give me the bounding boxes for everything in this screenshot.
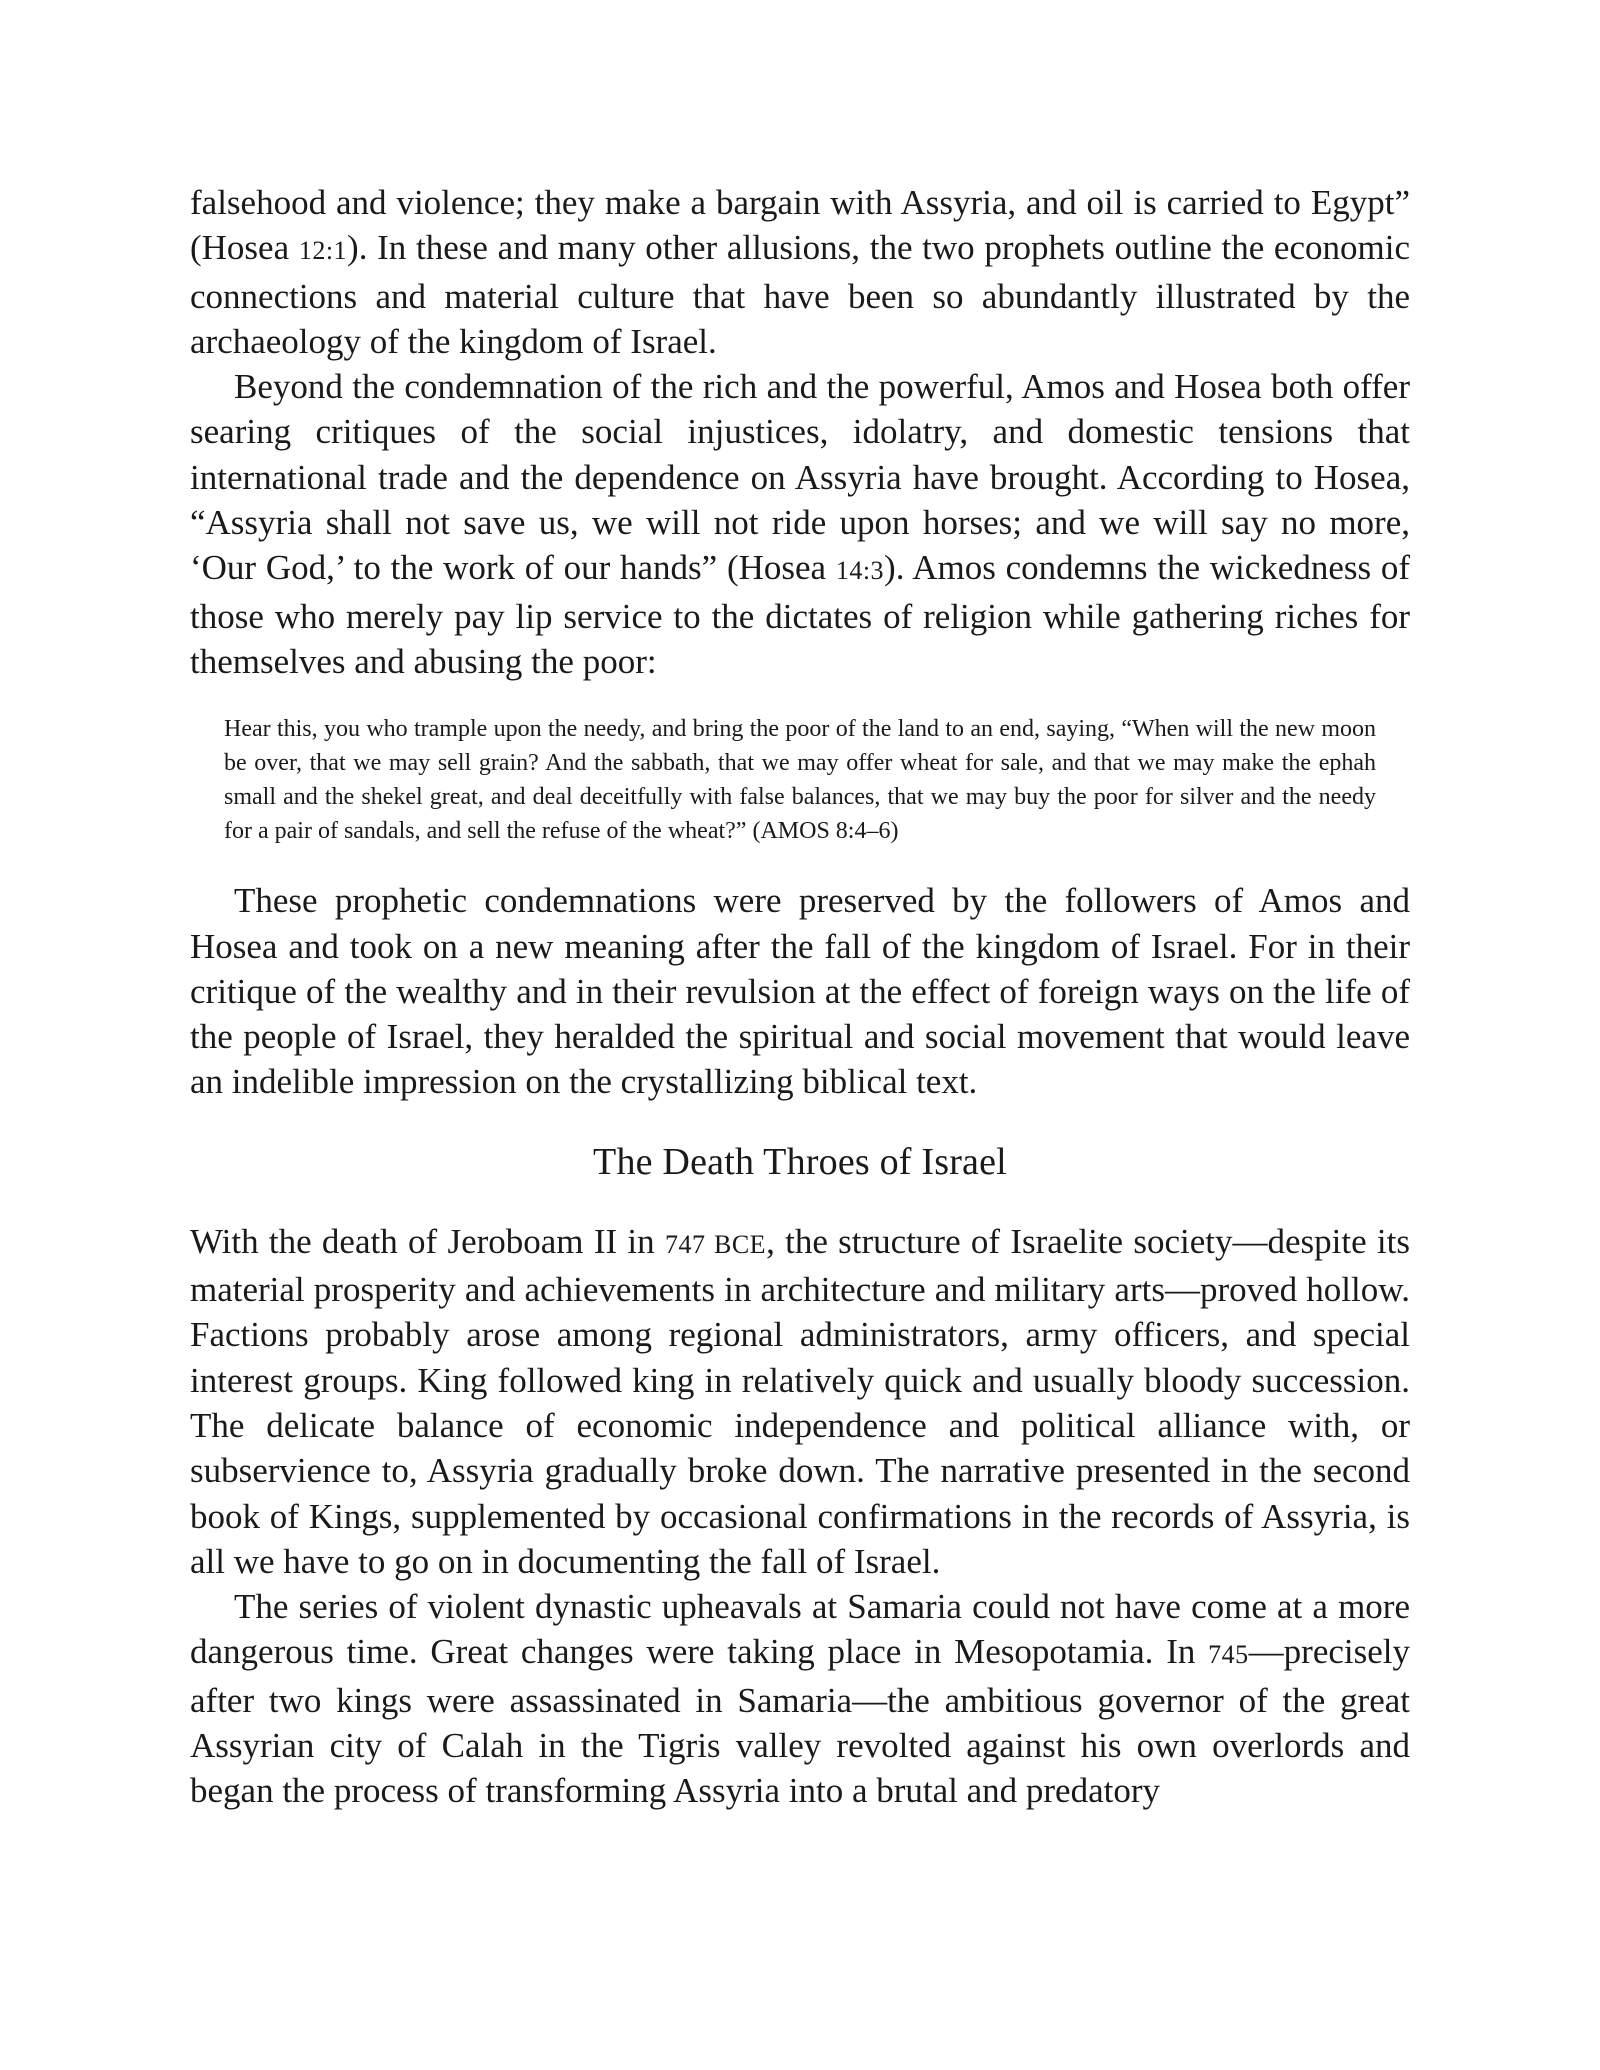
hosea-verse-ref-2: 14:3	[835, 556, 885, 586]
hosea-verse-ref: 12:1	[298, 236, 348, 266]
paragraph-2-text-1: Beyond the condemnation of the rich and the powerful, Amos and Hosea both offer searing critiques of the social injustices, idolatry, and domestic tensions that international trade and the dependence on Assyria have brought. According to Hosea, “Assyria shall not save us, we will not ride upon horses; and we will say no more, ‘Our God,’ to the work of our hands” (Hosea	[190, 367, 1410, 588]
paragraph-death-of-jeroboam	[190, 1219, 1410, 1584]
opening-paragraph-text-1: falsehood and violence; they make a bargain with Assyria, and oil is carried to Egypt” (Hosea	[190, 183, 1410, 268]
book-page	[190, 180, 1410, 1814]
date-747-bce: 747 BCE	[664, 1229, 767, 1259]
opening-paragraph-text-2: ). In these and many other allusions, the two prophets outline the economic connections and material culture that have been so abundantly illustrated by the archaeology of the kingdom of Israel.	[190, 228, 1410, 361]
paragraph-5-text-2: —precisely after two kings were assassinated in Samaria—the ambitious governor of the great Assyrian city of Calah in the Tigris valley revolted against his own overlords and began the process of transforming Assyria into a brutal and predatory	[190, 1632, 1410, 1811]
paragraph-amos-hosea-critique	[190, 364, 1410, 684]
paragraph-2-text-2: ). Amos condemns the wickedness of those who merely pay lip service to the dictates of religion while gathering riches for themselves and abusing the poor:	[190, 548, 1410, 681]
date-745: 745	[1208, 1640, 1249, 1670]
opening-paragraph	[190, 180, 1410, 364]
paragraph-4-text-1: With the death of Jeroboam II in	[190, 1221, 665, 1261]
paragraph-dynastic-upheavals	[190, 1584, 1410, 1813]
amos-block-quote: Hear this, you who trample upon the needy, and bring the poor of the land to an end, saying, “When will the new moon be over, that we may sell grain? And the sabbath, that we may offer wheat for sale, and that we may make the ephah small and the shekel great, and deal deceitfully with false balances, that we may buy the poor for silver and the needy for a pair of sandals, and sell the refuse of the wheat?” (AMOS 8:4–6)	[224, 716, 1376, 845]
paragraph-5-text-1: The series of violent dynastic upheavals at Samaria could not have come at a more dangerous time. Great changes were taking place in Mesopotamia. In	[190, 1587, 1410, 1672]
section-heading: The Death Throes of Israel	[593, 1140, 1007, 1183]
paragraph-prophetic-condemnations: These prophetic condemnations were preserved by the followers of Amos and Hosea and took on a new meaning after the fall of the kingdom of Israel. For in their critique of the wealthy and in their revulsion at the effect of foreign ways on the life of the people of Israel, they heralded the spiritual and social movement that would leave an indelible impression on the crystallizing biblical text.	[190, 881, 1410, 1102]
paragraph-4-text-2: , the structure of Israelite society—despite its material prosperity and achievements in architecture and military arts—proved hollow. Factions probably arose among regional administrators, army officers, and special interest groups. King followed king in relatively quick and usually bloody succession. The delicate balance of economic independence and political alliance with, or subservience to, Assyria gradually broke down. The narrative presented in the second book of Kings, supplemented by occasional confirmations in the records of Assyria, is all we have to go on in documenting the fall of Israel.	[190, 1221, 1410, 1581]
